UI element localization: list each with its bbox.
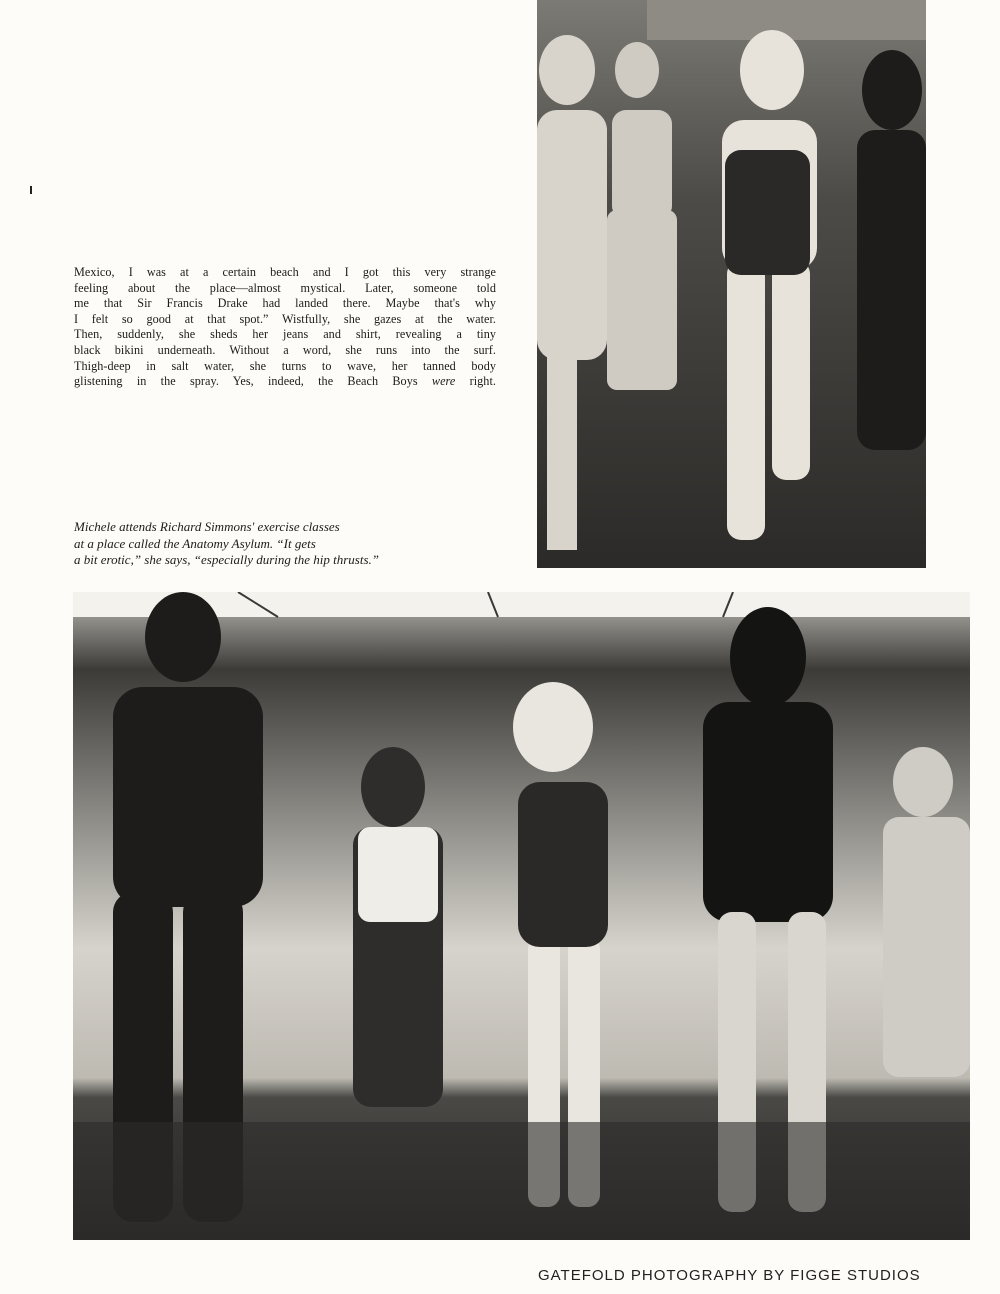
body-line: black bikini underneath. Without a word, she runs into the surf. (74, 342, 496, 357)
caption-line: a bit erotic,” she says, “especially during the hip thrusts.” (74, 552, 380, 567)
photo-top-illustration (537, 0, 926, 568)
caption-line: Michele attends Richard Simmons' exercise classes (74, 519, 340, 534)
body-line: Then, suddenly, she sheds her jeans and shirt, revealing a tiny (74, 327, 496, 342)
exercise-class-photo-bottom (73, 592, 970, 1240)
body-last-end: right. (455, 374, 496, 389)
body-last-text: glistening in the spray. Yes, indeed, the Beach Boys (74, 374, 432, 389)
body-line: Thigh-deep in salt water, she turns to wave, her tanned body (74, 358, 496, 373)
photo-caption (74, 519, 504, 569)
article-body-text (74, 265, 496, 390)
exercise-class-photo-top (537, 0, 926, 568)
body-line: Mexico, I was at a certain beach and I got this very strange (74, 265, 496, 279)
body-line-last (74, 374, 496, 390)
photo-bottom-illustration (73, 592, 970, 1240)
stray-print-mark (30, 186, 32, 194)
body-line: me that Sir Francis Drake had landed there. Maybe that's why (74, 296, 496, 311)
body-emphasis: were (431, 374, 456, 389)
caption-line: at a place called the Anatomy Asylum. “It gets (74, 535, 316, 551)
photo-credit: GATEFOLD PHOTOGRAPHY BY FIGGE STUDIOS (538, 1267, 921, 1284)
body-line: I felt so good at that spot.” Wistfully, she gazes at the water. (74, 311, 496, 326)
body-line: feeling about the place—almost mystical. Later, someone told (74, 280, 496, 295)
